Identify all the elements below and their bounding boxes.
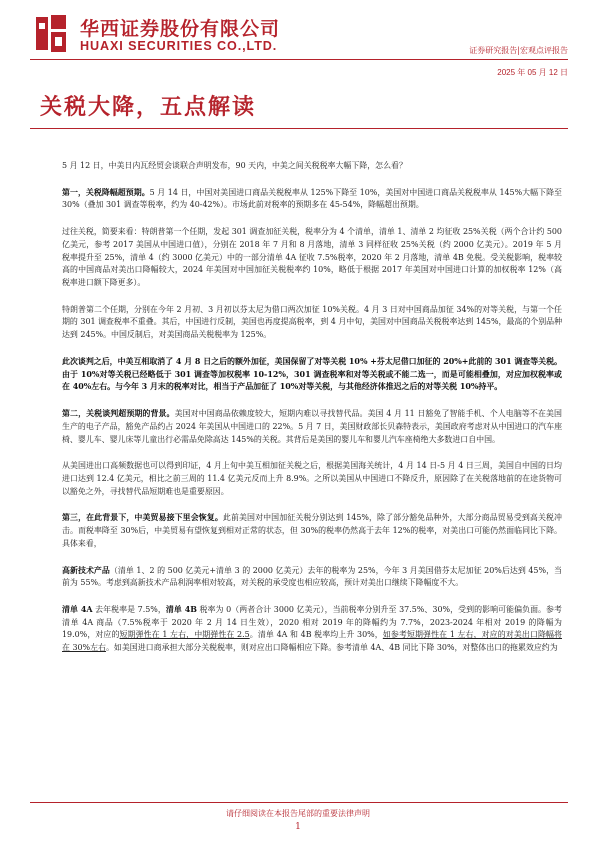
text-segment: 如参考短期弹性在 1 左右，对应的对美出口降幅将在 30%左右 (62, 630, 562, 653)
body-paragraph (62, 460, 562, 498)
company-name-cn: 华西证券股份有限公司 (80, 18, 281, 40)
body-paragraph (62, 304, 562, 342)
page-number: 1 (295, 822, 301, 832)
text-segment: （清单 1、2 的 500 亿美元+清单 3 的 2000 亿美元）去年的税率为 25%，今年 3 月美国借芬太尼加征 20%后达到 45%，当前为 55%。考虑到高新技术产品利润率相对较高，对关税的承受度也相应较高，预计对美出口继续下降幅度不大。 (62, 565, 562, 588)
body-paragraph (62, 187, 562, 212)
text-segment: 5 月 14 日，中国对美国进口商品关税税率从 125%下降至 10%，美国对中国进口商品关税税率从 145%大幅下降至 30%（叠加 301 调查等税率，约为 40-42%）。市场此前对税率的预期多在 45-54%，降幅超出预期。 (62, 187, 562, 210)
bold-text-segment: 此次谈判之后，中美互相取消了 4 月 8 日之后的额外加征，美国保留了对等关税 10% +芬太尼借口加征的 20%+此前的 301 调查等关税。由于 10%对等关税已经略低于 301 调查等加权税率 10-12%，301 调查税率和对等关税或不能二选一，而是可能相叠加，对应加权税率或在 40%左右。与今年 3 月末的税率对比，相当于产品加征了 10%对等关税，与其他经济体推迟之后的对等关税 10%持平。 (62, 356, 562, 392)
body-paragraph (62, 160, 562, 173)
text-segment: 美国对中国商品依赖度较大，短期内难以寻找替代品。美国 4 月 11 日豁免了智能手机、个人电脑等不在美国生产的电子产品，豁免产品约占 2024 年美国从中国进口的 22%。5 月 7 日，美国财政部长贝森特表示，美国政府考虑对从中国进口的汽车座椅、婴儿车、婴儿床等儿童出行必需品免除高达 145%的关税。其背后是美国的婴儿车和婴儿汽车座椅绝大多数进口自中国。 (62, 409, 562, 444)
bold-text-segment: 第三，在此背景下，中美贸易接下里会恢复。 (62, 513, 223, 523)
bold-text-segment: 清单 4B (165, 604, 197, 614)
text-segment: 。清单 4A 和 4B 税率均上升 30%， (249, 630, 383, 640)
text-segment: 从美国进出口高频数据也可以得到印证，4 月上旬中美互相加征关税之后，根据美国海关统计，4 月 14 日-5 月 4 日三周，美国自中国的日均进口达到 12.4 亿美元，相比之前三周的 11.4 亿美元反而上升 8.9%。之所以美国从中国进口不降反升，原因除了在关税落地前的在途货物可以豁免之外，寻找替代品短期难也是重要原因。 (62, 461, 562, 496)
report-date: 2025 年 05 月 12 日 (497, 68, 568, 77)
body-paragraph (62, 512, 562, 550)
body-paragraph (62, 565, 562, 590)
report-title: 关税大降，五点解读 (40, 95, 257, 120)
title-divider (30, 128, 568, 129)
bold-text-segment: 高新技术产品 (62, 565, 110, 575)
body-paragraph (62, 604, 562, 655)
body-paragraph (62, 408, 562, 446)
report-type-label: 证券研究报告|宏观点评报告 (469, 46, 568, 55)
bold-text-segment: 第一，关税降幅超预期。 (62, 187, 150, 197)
text-segment: 特朗普第二个任期，分别在今年 2 月初、3 月初以芬太尼为借口两次加征 10%关税。4 月 3 日对中国商品加征 34%的对等关税，与第一个任期的 301 调查税率不重叠。其后，中国进行反制，美国也再度提高税率，到 4 月中旬，美国对中国商品关税税率达到 145%，最高的个别品种达到 245%。中国反制后，对美国商品关税税率为 125%。 (62, 304, 563, 340)
header-divider (30, 59, 568, 60)
legal-notice: 请仔细阅读在本报告尾部的重要法律声明 (226, 809, 370, 818)
huaxi-logo-icon (36, 15, 66, 52)
body-paragraph (62, 356, 562, 394)
bold-text-segment: 清单 4A (62, 604, 93, 614)
text-segment: 税率为 0（两者合计 3000 亿美元），当前税率分别升至 37.5%、30%，受到的影响可能偏负面。参考清单 4A 商品（7.5%税率于 2020 年 2 月 14 日生效），2020 相对 2019 年的降幅约为 7.7%，2023-2024 年相对 2019 的降幅为 19.0%，对应的 (62, 604, 562, 640)
report-body (62, 160, 562, 669)
report-header (0, 0, 596, 77)
company-name-en: HUAXI SECURITIES CO.,LTD. (80, 39, 278, 53)
footer-divider (30, 802, 568, 803)
text-segment: 过往关税，简要来看：特朗普第一个任期，发起 301 调查加征关税，税率分为 4 个清单，清单 1、清单 2 均征收 25%关税（两个合计约 500 亿美元，参考 2017 美国从中国进口值），分别在 2018 年 7 月和 8 月落地，清单 3 同样征收 25%关税（约 2000 亿美元）。2019 年 5 月税率提升至 25%，清单 4（约 3000 亿美元）中的一部分清单 4A 征收 7.5%税率，2020 年 2 月落地，清单 4B 免税。受关税影响，税率较高的中国商品对美出口降幅较大，2024 年美国对中国加征关税税率约 10%，略低于根据 2017 年美国对中国进口计算的加权税率 12%（高税率进口额下降更多）。 (62, 227, 562, 288)
body-paragraph (62, 226, 562, 290)
text-segment: 去年税率是 7.5%， (92, 604, 166, 614)
text-segment: 5 月 12 日，中美日内瓦经贸会谈联合声明发布，90 天内，中美之间关税税率大幅下降，怎么看？ (62, 161, 407, 170)
text-segment: 短期弹性在 1 左右，中期弹性在 2.5 (119, 630, 250, 640)
text-segment: 此前美国对中国加征关税分别达到 145%，除了部分豁免品种外，大部分商品贸易受到高关税冲击。而税率降至 30%后，中美贸易有望恢复到相对正常的状态，但 30%的税率仍然高于去年 12%的税率，对美出口可能仍然面临同比下降。具体来看， (62, 513, 562, 548)
text-segment: 。如美国进口商承担大部分关税税率，则对应出口降幅相应下降。参考清单 4A、4B 同比下降 30%，对整体出口的拖累效应约为 (105, 643, 558, 653)
bold-text-segment: 第二，关税谈判超预期的背景。 (62, 409, 175, 419)
